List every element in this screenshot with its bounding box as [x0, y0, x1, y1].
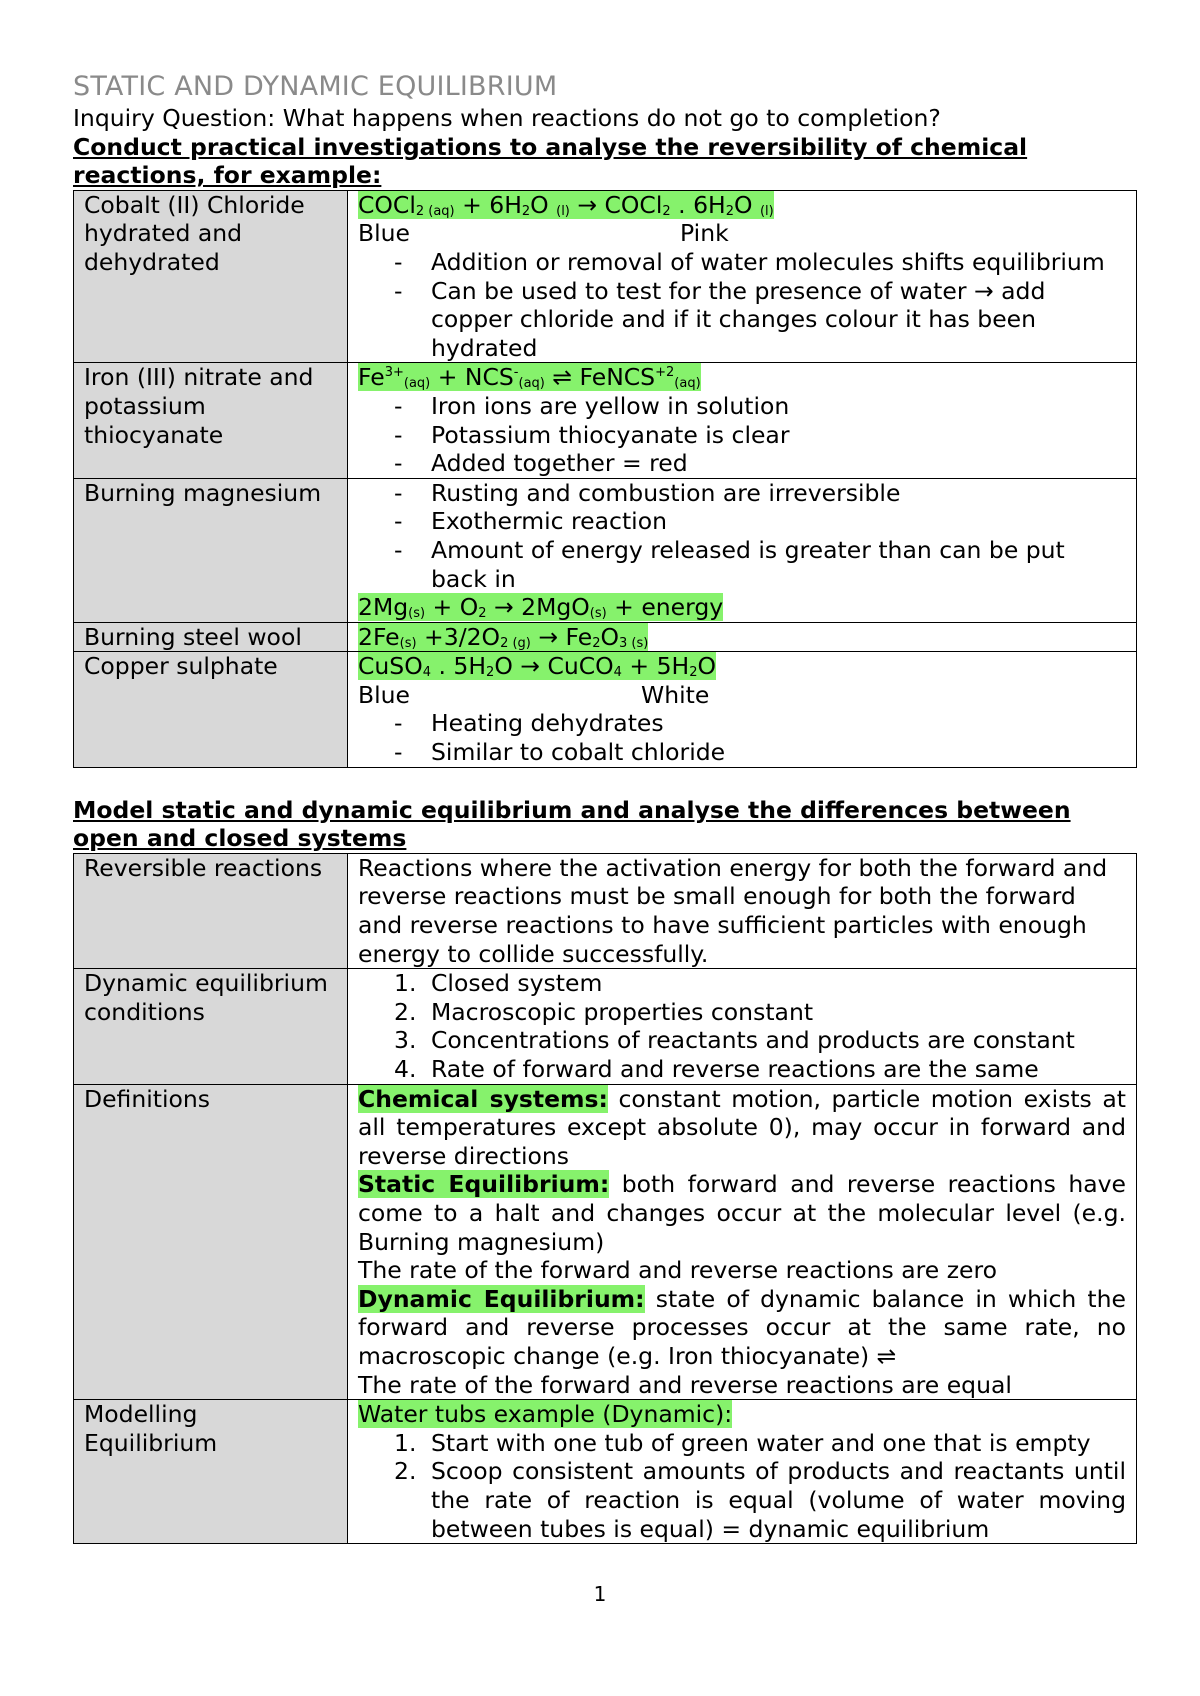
table-row	[74, 190, 1137, 363]
row-label: Burning steel wool	[74, 622, 348, 652]
table-row	[74, 652, 1137, 767]
row-content	[348, 622, 1137, 652]
cobalt-equation: COCl2 (aq) + 6H2O (l) → COCl2 . 6H2O (l)	[358, 190, 774, 219]
row-label: Copper sulphate	[74, 652, 348, 767]
definition-chemical-systems: Chemical systems: constant motion, particle motion exists at all temperatures except absolute 0), may occur in forward and reverse directions	[358, 1084, 1126, 1170]
document-page	[73, 70, 1137, 1544]
list-item: 1. Start with one tub of green water and one that is empty	[394, 1428, 1091, 1457]
table-row	[74, 853, 1137, 968]
row-content	[348, 190, 1137, 363]
list-item: 2. Macroscopic properties constant	[394, 997, 814, 1026]
page-title: STATIC AND DYNAMIC EQUILIBRIUM	[73, 71, 558, 102]
practical-table	[73, 190, 1137, 768]
table-row	[74, 478, 1137, 622]
list-item: 1. Closed system	[394, 969, 603, 998]
row-label: Cobalt (II) Chloride hydrated and dehydrated	[74, 190, 348, 363]
row-content	[348, 478, 1137, 622]
row-content	[348, 1084, 1137, 1400]
row-label: Burning magnesium	[74, 478, 348, 622]
row-content	[348, 1400, 1137, 1544]
list-item: 3. Concentrations of reactants and products are constant	[394, 1026, 1075, 1055]
colour-change: Blue White	[358, 680, 710, 709]
static-rate-note: The rate of the forward and reverse reactions are zero	[358, 1256, 998, 1285]
definition-dynamic-equilibrium: Dynamic Equilibrium: state of dynamic balance in which the forward and reverse processes occur at the same rate, no macroscopic change (e.g. Iron thiocyanate) ⇌	[358, 1284, 1127, 1370]
table-row	[74, 622, 1137, 652]
list-item: - Potassium thiocyanate is clear	[358, 421, 1126, 450]
colour-change: Blue Pink	[358, 219, 729, 248]
list-item: - Rusting and combustion are irreversible	[358, 479, 1126, 508]
row-label: Modelling Equilibrium	[74, 1400, 348, 1544]
row-content	[348, 969, 1137, 1084]
steel-wool-equation: 2Fe(s) +3/2O2 (g) → Fe2O3 (s)	[358, 622, 649, 651]
list-item: - Iron ions are yellow in solution	[358, 392, 1126, 421]
list-item: - Exothermic reaction	[358, 507, 1126, 536]
equilibrium-table	[73, 853, 1137, 1544]
iron-equation: $Fe^{3+}(aq) + NCS^-(aq)$ ⇌ FeNCS$^{+2}$(aq)	[358, 363, 701, 392]
row-content	[348, 652, 1137, 767]
list-item: - Addition or removal of water molecules shifts equilibrium	[358, 248, 1126, 277]
modelling-heading: Water tubs example (Dynamic):	[358, 1400, 733, 1429]
inquiry-question: Inquiry Question: What happens when reactions do not go to completion?	[73, 104, 941, 132]
list-item: - Can be used to test for the presence of water → add copper chloride and if it changes colour it has been hydrated	[358, 277, 1126, 363]
list-item: 2. Scoop consistent amounts of products and reactants until the rate of reaction is equal (volume of water moving between tubes is equal) = dynamic equilibrium	[394, 1457, 1126, 1543]
copper-equation: CuSO4 . 5H2O → CuCO4 + 5H2O	[358, 652, 716, 681]
list-item: 4. Rate of forward and reverse reactions are the same	[394, 1055, 1039, 1083]
page-number: 1	[593, 1582, 607, 1606]
table-row	[74, 1084, 1137, 1400]
section2-heading: Model static and dynamic equilibrium and analyse the differences between open and closed systems	[73, 795, 1071, 853]
magnesium-equation: 2Mg(s) + O2 → 2MgO(s) + energy	[358, 593, 724, 622]
row-content: Reactions where the activation energy for both the forward and reverse reactions must be small enough for both the forward and reverse reactions to have sufficient particles with enough energy to collide successfully.	[348, 853, 1137, 968]
dynamic-rate-note: The rate of the forward and reverse reactions are equal	[358, 1370, 1012, 1399]
table-row	[74, 1400, 1137, 1544]
row-label: Reversible reactions	[74, 853, 348, 968]
row-label: Definitions	[74, 1084, 348, 1400]
list-item: - Similar to cobalt chloride	[358, 738, 1126, 767]
definition-static-equilibrium: Static Equilibrium: both forward and reverse reactions have come to a halt and changes occur at the molecular level (e.g. Burning magnesium)	[358, 1170, 1126, 1256]
row-label: Dynamic equilibrium conditions	[74, 969, 348, 1084]
section1-heading: Conduct practical investigations to analyse the reversibility of chemical reactions, for example:	[73, 132, 1028, 190]
table-row	[74, 969, 1137, 1084]
list-item: - Heating dehydrates	[358, 709, 1126, 738]
list-item: - Added together = red	[358, 449, 1126, 478]
row-content	[348, 363, 1137, 478]
row-label: Iron (III) nitrate and potassium thiocyanate	[74, 363, 348, 478]
table-row	[74, 363, 1137, 478]
list-item: - Amount of energy released is greater than can be put back in	[358, 536, 1126, 593]
